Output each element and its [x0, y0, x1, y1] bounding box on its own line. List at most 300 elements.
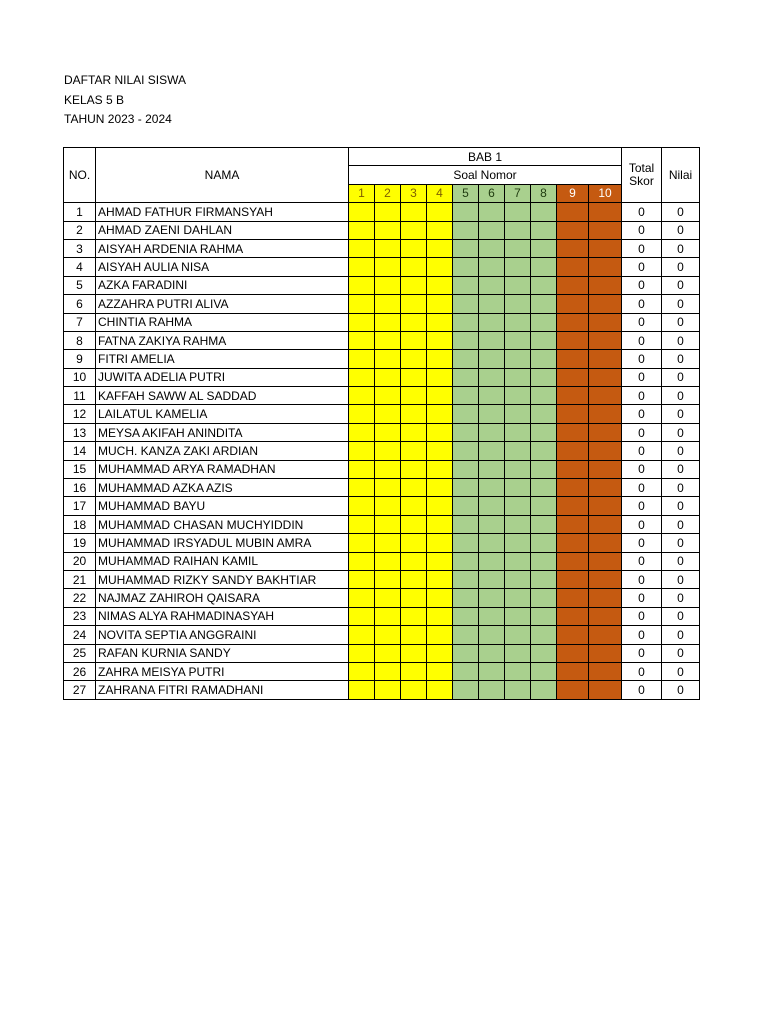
- student-name: FITRI AMELIA: [96, 350, 349, 368]
- score-cell-q8[interactable]: [531, 626, 557, 644]
- score-cell-q9[interactable]: [557, 405, 589, 423]
- score-cell-q8[interactable]: [531, 681, 557, 699]
- score-cell-q9[interactable]: [557, 662, 589, 680]
- score-cell-q4[interactable]: [427, 479, 453, 497]
- score-cell-q10[interactable]: [589, 534, 622, 552]
- score-cell-q2[interactable]: [375, 515, 401, 533]
- total-score: 0: [622, 295, 662, 313]
- score-cell-q7[interactable]: [505, 350, 531, 368]
- score-cell-q5[interactable]: [453, 239, 479, 257]
- score-cell-q8[interactable]: [531, 644, 557, 662]
- row-number: 21: [64, 570, 96, 588]
- score-cell-q7[interactable]: [505, 239, 531, 257]
- score-cell-q4[interactable]: [427, 681, 453, 699]
- score-cell-q1[interactable]: [349, 405, 375, 423]
- score-cell-q9[interactable]: [557, 479, 589, 497]
- score-cell-q1[interactable]: [349, 276, 375, 294]
- score-cell-q6[interactable]: [479, 313, 505, 331]
- score-cell-q3[interactable]: [401, 368, 427, 386]
- score-cell-q7[interactable]: [505, 295, 531, 313]
- score-cell-q8[interactable]: [531, 331, 557, 349]
- score-cell-q1[interactable]: [349, 515, 375, 533]
- score-cell-q9[interactable]: [557, 552, 589, 570]
- student-name: RAFAN KURNIA SANDY: [96, 644, 349, 662]
- score-cell-q1[interactable]: [349, 442, 375, 460]
- score-cell-q10[interactable]: [589, 239, 622, 257]
- score-cell-q3[interactable]: [401, 313, 427, 331]
- score-cell-q7[interactable]: [505, 313, 531, 331]
- score-cell-q2[interactable]: [375, 589, 401, 607]
- score-cell-q9[interactable]: [557, 497, 589, 515]
- score-cell-q6[interactable]: [479, 644, 505, 662]
- score-cell-q2[interactable]: [375, 644, 401, 662]
- score-cell-q5[interactable]: [453, 295, 479, 313]
- score-cell-q10[interactable]: [589, 497, 622, 515]
- score-cell-q10[interactable]: [589, 515, 622, 533]
- score-cell-q3[interactable]: [401, 589, 427, 607]
- score-cell-q8[interactable]: [531, 239, 557, 257]
- score-cell-q7[interactable]: [505, 662, 531, 680]
- score-cell-q10[interactable]: [589, 607, 622, 625]
- score-cell-q5[interactable]: [453, 313, 479, 331]
- score-cell-q10[interactable]: [589, 589, 622, 607]
- score-cell-q8[interactable]: [531, 552, 557, 570]
- score-cell-q7[interactable]: [505, 258, 531, 276]
- score-cell-q4[interactable]: [427, 534, 453, 552]
- score-cell-q3[interactable]: [401, 387, 427, 405]
- score-cell-q1[interactable]: [349, 258, 375, 276]
- score-cell-q7[interactable]: [505, 276, 531, 294]
- score-cell-q9[interactable]: [557, 368, 589, 386]
- score-cell-q7[interactable]: [505, 552, 531, 570]
- score-cell-q9[interactable]: [557, 295, 589, 313]
- score-cell-q6[interactable]: [479, 350, 505, 368]
- score-cell-q7[interactable]: [505, 442, 531, 460]
- score-cell-q8[interactable]: [531, 570, 557, 588]
- score-cell-q10[interactable]: [589, 570, 622, 588]
- score-cell-q8[interactable]: [531, 350, 557, 368]
- score-cell-q6[interactable]: [479, 552, 505, 570]
- score-cell-q6[interactable]: [479, 368, 505, 386]
- score-cell-q2[interactable]: [375, 552, 401, 570]
- score-cell-q2[interactable]: [375, 662, 401, 680]
- score-cell-q9[interactable]: [557, 221, 589, 239]
- score-cell-q10[interactable]: [589, 423, 622, 441]
- score-cell-q5[interactable]: [453, 644, 479, 662]
- row-number: 10: [64, 368, 96, 386]
- score-cell-q7[interactable]: [505, 203, 531, 221]
- score-cell-q8[interactable]: [531, 313, 557, 331]
- score-cell-q1[interactable]: [349, 681, 375, 699]
- score-cell-q1[interactable]: [349, 589, 375, 607]
- score-cell-q7[interactable]: [505, 368, 531, 386]
- score-cell-q4[interactable]: [427, 295, 453, 313]
- score-cell-q10[interactable]: [589, 662, 622, 680]
- score-cell-q2[interactable]: [375, 534, 401, 552]
- score-cell-q6[interactable]: [479, 239, 505, 257]
- score-cell-q2[interactable]: [375, 387, 401, 405]
- score-cell-q9[interactable]: [557, 313, 589, 331]
- score-cell-q4[interactable]: [427, 662, 453, 680]
- score-cell-q1[interactable]: [349, 221, 375, 239]
- score-cell-q3[interactable]: [401, 497, 427, 515]
- score-cell-q10[interactable]: [589, 460, 622, 478]
- score-cell-q1[interactable]: [349, 423, 375, 441]
- score-cell-q5[interactable]: [453, 331, 479, 349]
- score-cell-q8[interactable]: [531, 442, 557, 460]
- grade-value: 0: [662, 405, 700, 423]
- score-cell-q4[interactable]: [427, 442, 453, 460]
- question-number-4: 4: [427, 184, 453, 202]
- student-name: AZZAHRA PUTRI ALIVA: [96, 295, 349, 313]
- score-cell-q3[interactable]: [401, 258, 427, 276]
- grade-value: 0: [662, 497, 700, 515]
- score-cell-q3[interactable]: [401, 295, 427, 313]
- score-cell-q10[interactable]: [589, 552, 622, 570]
- score-cell-q6[interactable]: [479, 460, 505, 478]
- student-name: MUHAMMAD RAIHAN KAMIL: [96, 552, 349, 570]
- score-cell-q5[interactable]: [453, 276, 479, 294]
- score-cell-q7[interactable]: [505, 221, 531, 239]
- score-cell-q4[interactable]: [427, 276, 453, 294]
- score-cell-q7[interactable]: [505, 423, 531, 441]
- score-cell-q4[interactable]: [427, 221, 453, 239]
- score-cell-q1[interactable]: [349, 479, 375, 497]
- score-cell-q10[interactable]: [589, 442, 622, 460]
- score-cell-q9[interactable]: [557, 387, 589, 405]
- score-cell-q6[interactable]: [479, 570, 505, 588]
- score-cell-q6[interactable]: [479, 423, 505, 441]
- score-cell-q9[interactable]: [557, 681, 589, 699]
- score-cell-q9[interactable]: [557, 644, 589, 662]
- score-cell-q1[interactable]: [349, 203, 375, 221]
- score-cell-q5[interactable]: [453, 515, 479, 533]
- score-cell-q8[interactable]: [531, 515, 557, 533]
- score-cell-q2[interactable]: [375, 239, 401, 257]
- score-cell-q3[interactable]: [401, 607, 427, 625]
- row-number: 16: [64, 479, 96, 497]
- score-cell-q3[interactable]: [401, 221, 427, 239]
- score-cell-q9[interactable]: [557, 589, 589, 607]
- score-cell-q2[interactable]: [375, 203, 401, 221]
- score-cell-q3[interactable]: [401, 350, 427, 368]
- score-cell-q2[interactable]: [375, 607, 401, 625]
- score-cell-q10[interactable]: [589, 221, 622, 239]
- score-cell-q7[interactable]: [505, 626, 531, 644]
- score-cell-q10[interactable]: [589, 644, 622, 662]
- row-number: 19: [64, 534, 96, 552]
- score-cell-q8[interactable]: [531, 221, 557, 239]
- total-score: 0: [622, 387, 662, 405]
- score-cell-q8[interactable]: [531, 479, 557, 497]
- score-cell-q3[interactable]: [401, 534, 427, 552]
- score-cell-q7[interactable]: [505, 387, 531, 405]
- score-cell-q4[interactable]: [427, 405, 453, 423]
- score-cell-q4[interactable]: [427, 570, 453, 588]
- score-cell-q10[interactable]: [589, 295, 622, 313]
- score-cell-q10[interactable]: [589, 203, 622, 221]
- score-cell-q8[interactable]: [531, 589, 557, 607]
- row-number: 1: [64, 203, 96, 221]
- score-cell-q8[interactable]: [531, 276, 557, 294]
- score-cell-q8[interactable]: [531, 295, 557, 313]
- score-cell-q3[interactable]: [401, 423, 427, 441]
- score-cell-q10[interactable]: [589, 479, 622, 497]
- score-cell-q4[interactable]: [427, 589, 453, 607]
- score-cell-q2[interactable]: [375, 350, 401, 368]
- score-cell-q8[interactable]: [531, 662, 557, 680]
- score-cell-q9[interactable]: [557, 276, 589, 294]
- score-cell-q4[interactable]: [427, 497, 453, 515]
- score-cell-q1[interactable]: [349, 552, 375, 570]
- score-cell-q6[interactable]: [479, 681, 505, 699]
- score-cell-q4[interactable]: [427, 331, 453, 349]
- score-cell-q3[interactable]: [401, 515, 427, 533]
- score-cell-q10[interactable]: [589, 331, 622, 349]
- score-cell-q7[interactable]: [505, 644, 531, 662]
- score-cell-q3[interactable]: [401, 442, 427, 460]
- score-cell-q4[interactable]: [427, 258, 453, 276]
- score-cell-q5[interactable]: [453, 368, 479, 386]
- score-cell-q5[interactable]: [453, 497, 479, 515]
- score-cell-q4[interactable]: [427, 607, 453, 625]
- grade-value: 0: [662, 423, 700, 441]
- score-cell-q5[interactable]: [453, 405, 479, 423]
- score-cell-q10[interactable]: [589, 350, 622, 368]
- score-cell-q1[interactable]: [349, 313, 375, 331]
- score-cell-q3[interactable]: [401, 644, 427, 662]
- score-cell-q5[interactable]: [453, 534, 479, 552]
- score-cell-q10[interactable]: [589, 387, 622, 405]
- score-cell-q2[interactable]: [375, 295, 401, 313]
- score-cell-q1[interactable]: [349, 534, 375, 552]
- score-cell-q5[interactable]: [453, 626, 479, 644]
- row-number: 11: [64, 387, 96, 405]
- score-cell-q2[interactable]: [375, 331, 401, 349]
- score-cell-q2[interactable]: [375, 258, 401, 276]
- score-cell-q1[interactable]: [349, 644, 375, 662]
- score-cell-q9[interactable]: [557, 442, 589, 460]
- score-cell-q7[interactable]: [505, 589, 531, 607]
- score-cell-q3[interactable]: [401, 276, 427, 294]
- score-cell-q1[interactable]: [349, 570, 375, 588]
- score-cell-q6[interactable]: [479, 662, 505, 680]
- score-cell-q3[interactable]: [401, 681, 427, 699]
- score-cell-q2[interactable]: [375, 497, 401, 515]
- score-cell-q7[interactable]: [505, 607, 531, 625]
- score-cell-q4[interactable]: [427, 423, 453, 441]
- student-name: KAFFAH SAWW AL SADDAD: [96, 387, 349, 405]
- score-cell-q5[interactable]: [453, 258, 479, 276]
- score-cell-q10[interactable]: [589, 626, 622, 644]
- score-cell-q7[interactable]: [505, 479, 531, 497]
- score-cell-q7[interactable]: [505, 515, 531, 533]
- score-cell-q2[interactable]: [375, 570, 401, 588]
- score-cell-q6[interactable]: [479, 295, 505, 313]
- score-cell-q10[interactable]: [589, 405, 622, 423]
- score-cell-q10[interactable]: [589, 368, 622, 386]
- score-cell-q9[interactable]: [557, 239, 589, 257]
- student-name: JUWITA ADELIA PUTRI: [96, 368, 349, 386]
- score-cell-q1[interactable]: [349, 607, 375, 625]
- score-cell-q5[interactable]: [453, 552, 479, 570]
- total-score: 0: [622, 331, 662, 349]
- score-cell-q10[interactable]: [589, 258, 622, 276]
- score-cell-q2[interactable]: [375, 221, 401, 239]
- score-cell-q8[interactable]: [531, 423, 557, 441]
- score-cell-q3[interactable]: [401, 405, 427, 423]
- score-cell-q6[interactable]: [479, 405, 505, 423]
- score-cell-q2[interactable]: [375, 479, 401, 497]
- score-cell-q4[interactable]: [427, 515, 453, 533]
- score-cell-q1[interactable]: [349, 239, 375, 257]
- score-cell-q6[interactable]: [479, 258, 505, 276]
- score-cell-q1[interactable]: [349, 331, 375, 349]
- score-cell-q3[interactable]: [401, 479, 427, 497]
- score-cell-q2[interactable]: [375, 313, 401, 331]
- score-cell-q8[interactable]: [531, 405, 557, 423]
- score-cell-q5[interactable]: [453, 479, 479, 497]
- score-cell-q4[interactable]: [427, 552, 453, 570]
- score-cell-q1[interactable]: [349, 497, 375, 515]
- table-row: [64, 295, 700, 313]
- score-cell-q8[interactable]: [531, 534, 557, 552]
- score-cell-q4[interactable]: [427, 239, 453, 257]
- score-cell-q9[interactable]: [557, 460, 589, 478]
- score-cell-q5[interactable]: [453, 442, 479, 460]
- score-cell-q3[interactable]: [401, 239, 427, 257]
- total-score: 0: [622, 515, 662, 533]
- score-cell-q5[interactable]: [453, 387, 479, 405]
- score-cell-q7[interactable]: [505, 570, 531, 588]
- score-cell-q7[interactable]: [505, 534, 531, 552]
- score-cell-q5[interactable]: [453, 607, 479, 625]
- score-cell-q6[interactable]: [479, 387, 505, 405]
- score-cell-q6[interactable]: [479, 626, 505, 644]
- score-cell-q6[interactable]: [479, 589, 505, 607]
- score-cell-q6[interactable]: [479, 221, 505, 239]
- score-cell-q8[interactable]: [531, 460, 557, 478]
- score-cell-q6[interactable]: [479, 276, 505, 294]
- score-cell-q7[interactable]: [505, 681, 531, 699]
- score-cell-q6[interactable]: [479, 534, 505, 552]
- score-cell-q2[interactable]: [375, 626, 401, 644]
- score-cell-q7[interactable]: [505, 405, 531, 423]
- score-cell-q10[interactable]: [589, 313, 622, 331]
- score-cell-q5[interactable]: [453, 681, 479, 699]
- year-label: TAHUN 2023 - 2024: [64, 112, 172, 126]
- score-cell-q4[interactable]: [427, 368, 453, 386]
- score-cell-q7[interactable]: [505, 331, 531, 349]
- score-cell-q9[interactable]: [557, 350, 589, 368]
- score-cell-q3[interactable]: [401, 570, 427, 588]
- score-cell-q5[interactable]: [453, 221, 479, 239]
- score-cell-q1[interactable]: [349, 295, 375, 313]
- score-cell-q5[interactable]: [453, 662, 479, 680]
- total-score: 0: [622, 239, 662, 257]
- score-cell-q5[interactable]: [453, 350, 479, 368]
- score-cell-q9[interactable]: [557, 331, 589, 349]
- score-cell-q10[interactable]: [589, 681, 622, 699]
- score-cell-q2[interactable]: [375, 460, 401, 478]
- score-cell-q1[interactable]: [349, 626, 375, 644]
- score-cell-q9[interactable]: [557, 534, 589, 552]
- score-cell-q6[interactable]: [479, 479, 505, 497]
- score-cell-q4[interactable]: [427, 313, 453, 331]
- score-cell-q5[interactable]: [453, 570, 479, 588]
- score-cell-q8[interactable]: [531, 387, 557, 405]
- score-cell-q9[interactable]: [557, 423, 589, 441]
- score-cell-q10[interactable]: [589, 276, 622, 294]
- score-cell-q1[interactable]: [349, 350, 375, 368]
- score-cell-q8[interactable]: [531, 368, 557, 386]
- row-number: 23: [64, 607, 96, 625]
- score-cell-q2[interactable]: [375, 368, 401, 386]
- score-cell-q2[interactable]: [375, 423, 401, 441]
- score-cell-q6[interactable]: [479, 203, 505, 221]
- score-cell-q6[interactable]: [479, 515, 505, 533]
- score-cell-q8[interactable]: [531, 203, 557, 221]
- score-cell-q8[interactable]: [531, 258, 557, 276]
- score-cell-q8[interactable]: [531, 607, 557, 625]
- score-cell-q4[interactable]: [427, 203, 453, 221]
- score-cell-q3[interactable]: [401, 626, 427, 644]
- score-cell-q9[interactable]: [557, 570, 589, 588]
- score-cell-q5[interactable]: [453, 589, 479, 607]
- score-cell-q2[interactable]: [375, 276, 401, 294]
- score-cell-q1[interactable]: [349, 368, 375, 386]
- score-cell-q6[interactable]: [479, 497, 505, 515]
- score-cell-q5[interactable]: [453, 460, 479, 478]
- score-cell-q9[interactable]: [557, 203, 589, 221]
- score-cell-q4[interactable]: [427, 626, 453, 644]
- score-cell-q1[interactable]: [349, 460, 375, 478]
- score-cell-q6[interactable]: [479, 442, 505, 460]
- score-cell-q2[interactable]: [375, 681, 401, 699]
- score-cell-q2[interactable]: [375, 442, 401, 460]
- score-cell-q3[interactable]: [401, 203, 427, 221]
- score-cell-q1[interactable]: [349, 387, 375, 405]
- score-cell-q9[interactable]: [557, 607, 589, 625]
- score-cell-q6[interactable]: [479, 607, 505, 625]
- score-cell-q9[interactable]: [557, 515, 589, 533]
- score-cell-q1[interactable]: [349, 662, 375, 680]
- score-cell-q4[interactable]: [427, 387, 453, 405]
- score-cell-q4[interactable]: [427, 460, 453, 478]
- score-cell-q8[interactable]: [531, 497, 557, 515]
- score-cell-q4[interactable]: [427, 644, 453, 662]
- score-cell-q7[interactable]: [505, 497, 531, 515]
- score-cell-q2[interactable]: [375, 405, 401, 423]
- score-cell-q9[interactable]: [557, 258, 589, 276]
- score-cell-q3[interactable]: [401, 460, 427, 478]
- question-number-1: 1: [349, 184, 375, 202]
- score-cell-q6[interactable]: [479, 331, 505, 349]
- score-cell-q3[interactable]: [401, 662, 427, 680]
- score-cell-q3[interactable]: [401, 552, 427, 570]
- score-cell-q5[interactable]: [453, 423, 479, 441]
- score-cell-q7[interactable]: [505, 460, 531, 478]
- table-row: [64, 405, 700, 423]
- table-row: [64, 258, 700, 276]
- score-cell-q9[interactable]: [557, 626, 589, 644]
- grade-value: 0: [662, 331, 700, 349]
- score-cell-q4[interactable]: [427, 350, 453, 368]
- grade-value: 0: [662, 442, 700, 460]
- table-row: [64, 534, 700, 552]
- score-cell-q5[interactable]: [453, 203, 479, 221]
- score-cell-q3[interactable]: [401, 331, 427, 349]
